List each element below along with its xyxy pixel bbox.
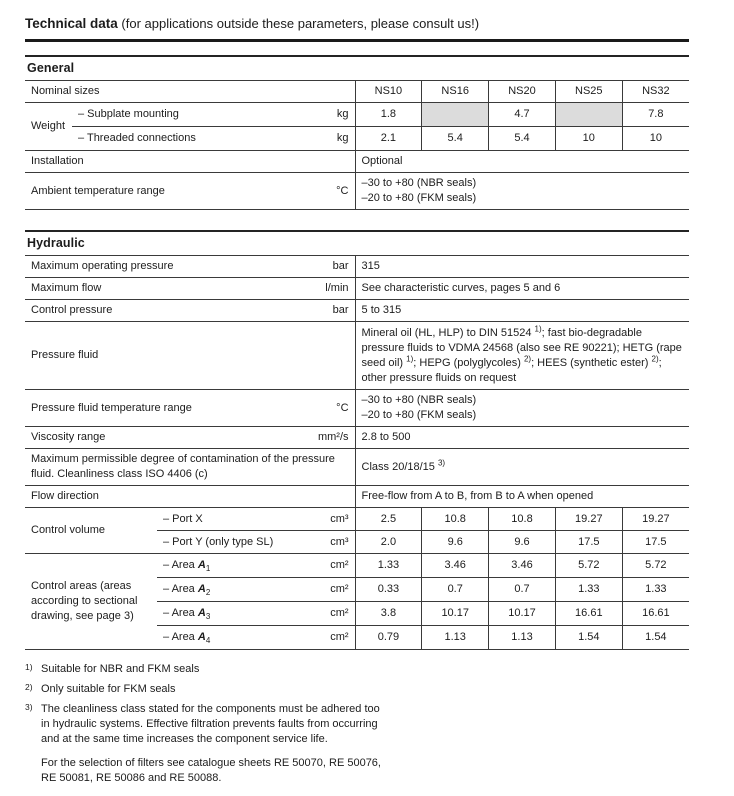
row-unit: cm² (330, 607, 349, 619)
row-label: – Threaded connections (78, 132, 196, 144)
row-label: Installation (25, 151, 355, 173)
table-row (25, 390, 689, 427)
value-cell: 16.61 (555, 602, 622, 626)
footnote-marker: 2) (25, 682, 33, 692)
row-label-cell (25, 390, 355, 427)
footnote-marker: 1) (25, 662, 33, 672)
footnote-2 (25, 682, 381, 697)
value-cell: 315 (355, 256, 689, 278)
row-label-cell (25, 427, 355, 449)
value-cell: 10 (555, 127, 622, 151)
footnotes (25, 662, 381, 786)
row-label: Control pressure (31, 304, 113, 316)
value-cell-shaded (555, 103, 622, 127)
table-row (25, 427, 689, 449)
value-text: Class 20/18/15 (361, 460, 438, 473)
row-unit: °C (336, 184, 349, 197)
value-cell: Free-flow from A to B, from B to A when opened (355, 486, 689, 508)
value-cell: 10.8 (422, 508, 489, 531)
row-label-cell (25, 173, 355, 210)
value-text: ; HEPG (polyglycoles) (413, 356, 524, 369)
footnote-3 (25, 702, 381, 747)
hydraulic-heading: Hydraulic (27, 236, 85, 250)
table-row (25, 508, 689, 531)
value-cell: 1.33 (555, 578, 622, 602)
row-label-cell (157, 602, 355, 626)
row-unit: cm² (330, 631, 349, 643)
value-cell: 1.54 (622, 626, 689, 650)
general-heading: General (27, 61, 75, 75)
row-label: Maximum operating pressure (31, 260, 174, 272)
value-cell (355, 173, 689, 210)
footnote-marker: 3) (25, 702, 33, 712)
pressure-fluid-value (355, 322, 689, 390)
row-label-cell (25, 256, 355, 278)
value-cell: 5.72 (622, 554, 689, 578)
value-cell-shaded (422, 103, 489, 127)
value-cell: 16.61 (622, 602, 689, 626)
value-cell: 10.17 (489, 602, 556, 626)
row-unit: bar (332, 260, 349, 272)
value-cell: 2.0 (355, 531, 422, 554)
row-label: – Area $A_2$ (163, 583, 211, 598)
value-cell: 10 (622, 127, 689, 151)
footnote-ref: 1) (406, 353, 414, 363)
nominal-sizes-label: Nominal sizes (25, 81, 355, 103)
row-label-cell (157, 554, 355, 578)
value-cell: 2.5 (355, 508, 422, 531)
value-cell: 5.72 (555, 554, 622, 578)
section-general (25, 55, 689, 210)
footnote-ref: 2) (651, 353, 659, 363)
weight-group-label: Weight (25, 103, 72, 151)
row-label: Viscosity range (31, 431, 106, 443)
row-label: – Port Y (only type SL) (163, 535, 274, 548)
value-cell: 1.33 (622, 578, 689, 602)
row-unit: °C (336, 401, 349, 414)
value-cell: 19.27 (622, 508, 689, 531)
general-table (25, 80, 689, 210)
value-cell: 1.54 (555, 626, 622, 650)
row-label-cell (157, 578, 355, 602)
value-cell: 9.6 (489, 531, 556, 554)
value-cell: 10.17 (422, 602, 489, 626)
value-text: ; other pressure fluids on request (361, 356, 662, 384)
row-unit: l/min (325, 282, 349, 294)
value-cell: 4.7 (489, 103, 556, 127)
value-line: –30 to +80 (NBR seals) (361, 394, 477, 406)
row-label-cell (25, 300, 355, 322)
value-cell: 2.1 (355, 127, 422, 151)
control-areas-group-label: Control areas (areas according to sectional drawing, see page 3) (25, 554, 157, 650)
footnote-ref: 1) (534, 323, 542, 333)
row-label: Ambient temperature range (31, 184, 165, 197)
value-line: –20 to +80 (FKM seals) (361, 192, 477, 204)
value-cell: 3.46 (489, 554, 556, 578)
page-title-bold: Technical data (25, 16, 118, 31)
value-text: Mineral oil (HL, HLP) to DIN 51524 (361, 326, 535, 339)
table-row (25, 173, 689, 210)
filters-note: For the selection of filters see catalogue sheets RE 50070, RE 50076, RE 50081, RE 50086 and RE 50088. (41, 757, 381, 784)
value-cell: 2.8 to 500 (355, 427, 689, 449)
row-unit: cm² (330, 559, 349, 571)
row-unit: kg (336, 108, 349, 120)
row-label-cell (157, 626, 355, 650)
value-cell: See characteristic curves, pages 5 and 6 (355, 278, 689, 300)
table-row (25, 278, 689, 300)
table-row (25, 322, 689, 390)
table-row (25, 127, 689, 151)
value-cell: 1.13 (489, 626, 556, 650)
row-label-cell (25, 278, 355, 300)
row-label: Flow direction (25, 486, 355, 508)
control-volume-group-label: Control volume (25, 508, 157, 554)
row-label: – Area $A_3$ (163, 607, 211, 622)
row-label: – Area $A_1$ (163, 559, 211, 574)
value-cell: 5.4 (422, 127, 489, 151)
hydraulic-table (25, 255, 689, 650)
page-title (25, 14, 689, 42)
row-label-cell (72, 127, 355, 151)
value-cell: 5 to 315 (355, 300, 689, 322)
table-row (25, 486, 689, 508)
value-cell: 10.8 (489, 508, 556, 531)
table-row (25, 300, 689, 322)
table-row (25, 103, 689, 127)
value-cell: 7.8 (622, 103, 689, 127)
value-cell: 0.7 (489, 578, 556, 602)
row-unit: cm³ (330, 535, 349, 548)
row-unit: mm²/s (317, 431, 349, 443)
size-header: NS32 (622, 81, 689, 103)
value-cell: 3.46 (422, 554, 489, 578)
value-text: ; HEES (synthetic ester) (531, 356, 652, 369)
footnote-1 (25, 662, 381, 677)
table-row (25, 449, 689, 486)
footnote-ref: 3) (437, 457, 446, 467)
value-cell (355, 390, 689, 427)
row-label: – Area $A_4$ (163, 631, 211, 646)
value-cell: 19.27 (555, 508, 622, 531)
row-label: – Subplate mounting (78, 108, 179, 120)
value-cell: Optional (355, 151, 689, 173)
row-label-cell (72, 103, 355, 127)
row-label: Pressure fluid temperature range (31, 401, 192, 414)
row-label-cell (157, 508, 355, 531)
size-header: NS16 (422, 81, 489, 103)
row-label: – Port X (163, 512, 203, 525)
value-cell: 9.6 (422, 531, 489, 554)
value-cell: 0.7 (422, 578, 489, 602)
value-cell: 3.8 (355, 602, 422, 626)
footnote-text: Only suitable for FKM seals (41, 683, 176, 695)
value-cell: 0.79 (355, 626, 422, 650)
footnote-text: Suitable for NBR and FKM seals (41, 663, 200, 675)
size-header: NS20 (489, 81, 556, 103)
value-line: –20 to +80 (FKM seals) (361, 409, 477, 421)
value-cell: 0.33 (355, 578, 422, 602)
footnote-ref: 2) (523, 353, 532, 363)
value-cell: 1.13 (422, 626, 489, 650)
row-label: Pressure fluid (25, 322, 355, 390)
table-row (25, 554, 689, 578)
row-unit: kg (336, 132, 349, 144)
page-title-note: (for applications outside these parameters, please consult us!) (117, 16, 480, 31)
value-cell: 5.4 (489, 127, 556, 151)
value-cell: 17.5 (622, 531, 689, 554)
row-label: Maximum flow (31, 282, 102, 294)
row-unit: cm³ (330, 512, 349, 525)
row-unit: bar (332, 304, 349, 316)
size-header: NS25 (555, 81, 622, 103)
value-cell (355, 449, 689, 486)
value-text: ; fast bio-degradable pressure fluids to VDMA 24568 (also see RE 90221); HETG (rape seed oil) (361, 326, 682, 369)
row-label-cell (157, 531, 355, 554)
value-cell: 1.33 (355, 554, 422, 578)
section-hydraulic (25, 230, 689, 650)
value-cell: 17.5 (555, 531, 622, 554)
value-line: –30 to +80 (NBR seals) (361, 177, 477, 189)
table-row (25, 256, 689, 278)
footnote-text: The cleanliness class stated for the components must be adhered too in hydraulic systems. Effective filtration prevents faults from occurring and at the same time increases the component service life. (41, 703, 380, 745)
table-row (25, 151, 689, 173)
row-unit: cm² (330, 583, 349, 595)
value-cell: 1.8 (355, 103, 422, 127)
table-row (25, 81, 689, 103)
size-header: NS10 (355, 81, 422, 103)
row-label: Maximum permissible degree of contamination of the pressure fluid. Cleanliness class ISO 4406 (c) (25, 449, 355, 486)
